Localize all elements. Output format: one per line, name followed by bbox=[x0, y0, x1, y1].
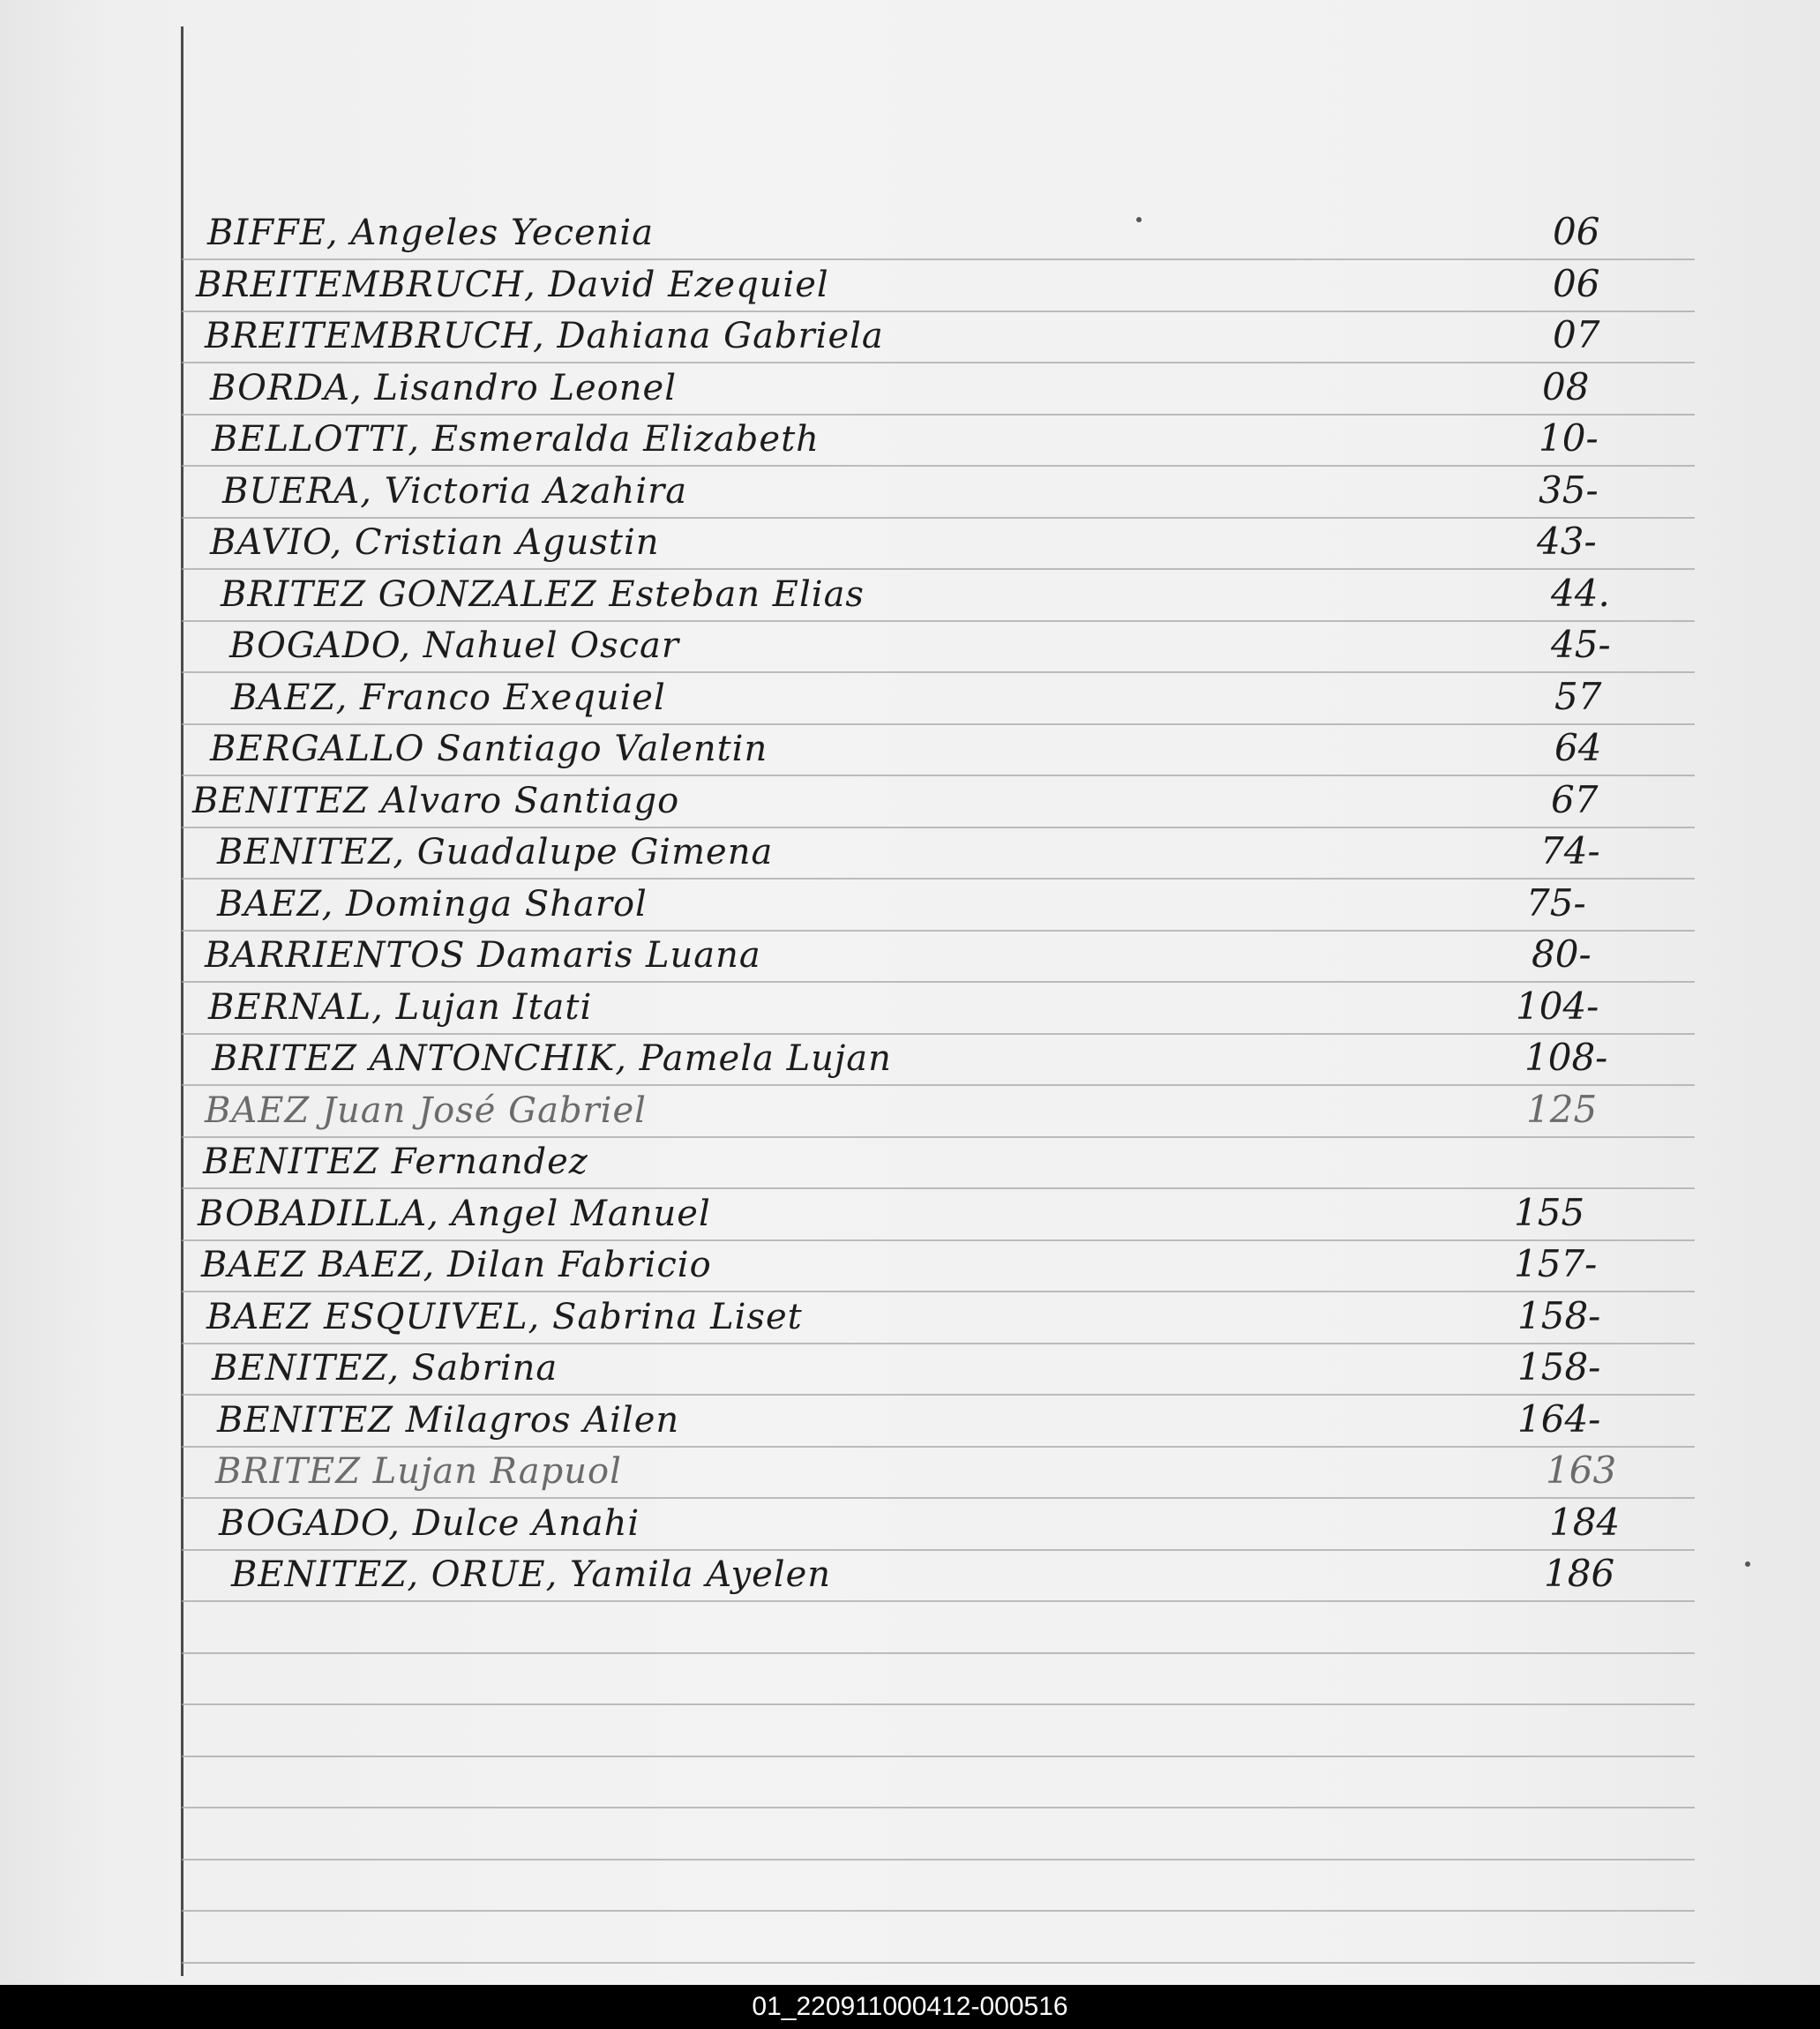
entry-number: 67 bbox=[1551, 778, 1599, 821]
entry-number: 158- bbox=[1517, 1294, 1601, 1337]
ink-dot bbox=[1745, 1561, 1750, 1567]
student-name: BAEZ, Dominga Sharol bbox=[217, 884, 648, 925]
list-item bbox=[0, 363, 1590, 414]
entry-number: 108- bbox=[1524, 1036, 1608, 1079]
student-name: BRITEZ ANTONCHIK, Pamela Lujan bbox=[212, 1038, 892, 1079]
student-name: BARRIENTOS Damaris Luana bbox=[205, 935, 761, 976]
list-item bbox=[0, 1188, 1585, 1239]
list-item bbox=[0, 1343, 1601, 1394]
entry-number: 07 bbox=[1553, 313, 1600, 356]
entry-number: 80- bbox=[1532, 932, 1592, 976]
entry-number: 06 bbox=[1553, 210, 1600, 253]
entry-number: 64 bbox=[1554, 726, 1602, 769]
entry-number: 08 bbox=[1542, 365, 1590, 408]
entry-number: 45- bbox=[1551, 623, 1611, 666]
list-item bbox=[0, 1239, 1598, 1291]
entry-number: 184 bbox=[1549, 1501, 1621, 1544]
list-item bbox=[0, 827, 1600, 878]
entry-number: 186 bbox=[1544, 1552, 1615, 1595]
list-item bbox=[0, 1136, 1500, 1187]
scan-id: 01_220911000412-000516 bbox=[752, 1992, 1068, 2021]
list-item bbox=[0, 414, 1599, 465]
list-item bbox=[0, 466, 1599, 517]
list-item bbox=[0, 1033, 1608, 1084]
entry-number: 158- bbox=[1517, 1345, 1601, 1389]
student-name: BREITEMBRUCH, Dahiana Gabriela bbox=[205, 316, 884, 356]
entry-number: 163 bbox=[1546, 1449, 1617, 1492]
list-item bbox=[0, 620, 1611, 671]
student-name: BRITEZ Lujan Rapuol bbox=[215, 1451, 622, 1492]
entry-number: 44. bbox=[1551, 572, 1610, 615]
student-name: BERNAL, Lujan Itati bbox=[208, 987, 593, 1028]
student-name: BREITEMBRUCH, David Ezequiel bbox=[196, 265, 829, 305]
entry-number: 157- bbox=[1514, 1242, 1598, 1285]
entry-number: 104- bbox=[1516, 985, 1599, 1028]
entry-number: 43- bbox=[1537, 520, 1597, 563]
ink-dot bbox=[1136, 217, 1142, 222]
list-item bbox=[0, 1395, 1601, 1446]
student-name: BAVIO, Cristian Agustin bbox=[210, 522, 660, 563]
list-item bbox=[0, 723, 1602, 775]
student-name: BENITEZ, ORUE, Yamila Ayelen bbox=[231, 1554, 832, 1595]
list-item bbox=[0, 259, 1600, 311]
student-name: BAEZ BAEZ, Dilan Fabricio bbox=[201, 1245, 712, 1285]
list-item bbox=[0, 775, 1599, 827]
list-item bbox=[0, 1498, 1621, 1549]
student-name: BOGADO, Dulce Anahi bbox=[219, 1503, 640, 1544]
entry-number: 164- bbox=[1517, 1397, 1601, 1441]
list-item bbox=[0, 1446, 1617, 1497]
list-item bbox=[0, 672, 1602, 723]
entry-number: 155 bbox=[1514, 1191, 1585, 1234]
student-name: BENITEZ, Sabrina bbox=[212, 1348, 558, 1389]
list-item bbox=[0, 517, 1597, 568]
entry-number: 06 bbox=[1553, 262, 1600, 305]
entry-number: 75- bbox=[1526, 881, 1586, 925]
entry-number: 10- bbox=[1539, 416, 1599, 460]
list-item bbox=[0, 207, 1600, 258]
entry-number: 57 bbox=[1554, 675, 1602, 718]
student-name: BIFFE, Angeles Yecenia bbox=[207, 213, 655, 253]
student-name: BERGALLO Santiago Valentin bbox=[210, 729, 768, 769]
student-name: BORDA, Lisandro Leonel bbox=[210, 368, 677, 408]
list-item bbox=[0, 1085, 1598, 1136]
student-name: BAEZ, Franco Exequiel bbox=[231, 678, 666, 718]
student-name: BELLOTTI, Esmeralda Elizabeth bbox=[212, 419, 820, 460]
student-name: BAEZ ESQUIVEL, Sabrina Liset bbox=[206, 1297, 803, 1337]
student-name: BENITEZ Alvaro Santiago bbox=[192, 781, 680, 821]
list-item bbox=[0, 982, 1599, 1033]
list-item bbox=[0, 1292, 1601, 1343]
entry-number: 74- bbox=[1540, 829, 1600, 872]
list-item bbox=[0, 1549, 1615, 1600]
list-item bbox=[0, 569, 1610, 620]
list-item bbox=[0, 879, 1586, 930]
entry-number: 35- bbox=[1539, 468, 1599, 512]
student-name: BENITEZ Milagros Ailen bbox=[217, 1400, 680, 1441]
student-name: BRITEZ GONZALEZ Esteban Elias bbox=[221, 574, 865, 615]
footer-bar bbox=[0, 1985, 1820, 2029]
list-item bbox=[0, 311, 1600, 362]
student-name: BAEZ Juan José Gabriel bbox=[205, 1090, 647, 1131]
student-name: BENITEZ Fernandez bbox=[203, 1142, 588, 1182]
student-name: BOGADO, Nahuel Oscar bbox=[229, 625, 679, 666]
student-name: BOBADILLA, Angel Manuel bbox=[198, 1194, 711, 1234]
list-item bbox=[0, 930, 1592, 981]
student-name: BENITEZ, Guadalupe Gimena bbox=[217, 832, 774, 872]
entry-number: 125 bbox=[1526, 1088, 1598, 1131]
student-name: BUERA, Victoria Azahira bbox=[222, 471, 688, 512]
